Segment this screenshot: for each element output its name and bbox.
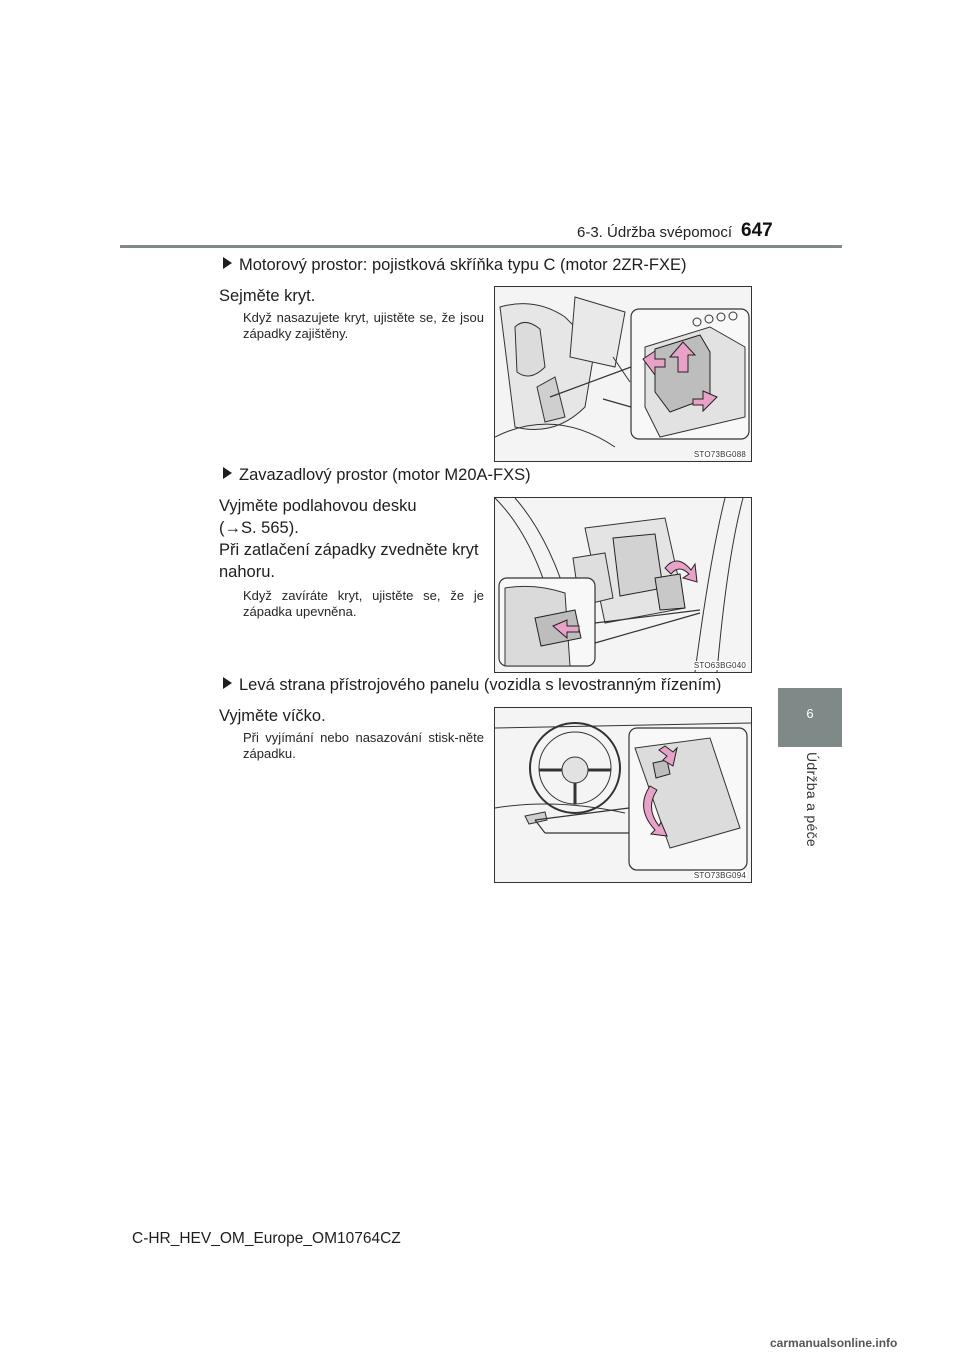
section-title: 6-3. Údržba svépomocí: [577, 224, 733, 241]
figure-code: STO73BG094: [693, 871, 746, 880]
heading-text: Motorový prostor: pojistková skříňka typu C (motor 2ZR-FXE): [239, 256, 687, 274]
page-number: 647: [741, 220, 773, 241]
figure-engine-fusebox: [494, 286, 752, 462]
engine-illustration: [495, 287, 751, 461]
step-line: Vyjměte podlahovou desku: [219, 497, 417, 515]
luggage-illustration: [495, 498, 751, 672]
section-heading-instrument-panel: [223, 676, 721, 695]
note-latches: Když nasazujete kryt, ujistěte se, že jsou západky zajištěny.: [243, 310, 484, 341]
instrument-panel-illustration: [495, 708, 751, 882]
figure-code: STO63BG040: [693, 661, 746, 670]
chapter-number: 6: [806, 706, 814, 721]
section-heading-luggage: [223, 466, 531, 485]
figure-code: STO73BG088: [693, 450, 746, 459]
note-press-latch: Při vyjímání nebo nasazování stisk-něte západku.: [243, 730, 484, 761]
triangle-bullet-icon: [223, 467, 232, 479]
header-rule: [120, 245, 842, 248]
section-heading-engine: [223, 256, 686, 275]
step-remove-lid: Vyjměte víčko.: [219, 707, 326, 725]
figure-luggage-fusebox: [494, 497, 752, 673]
triangle-bullet-icon: [223, 677, 232, 689]
chapter-tab: [778, 688, 842, 747]
watermark: carmanualsonline.info: [770, 1336, 898, 1350]
step-remove-cover: Sejměte kryt.: [219, 287, 316, 305]
chapter-label: Údržba a péče: [804, 752, 820, 847]
heading-text: Zavazadlový prostor (motor M20A-FXS): [239, 466, 531, 484]
step-line: nahoru.: [219, 563, 275, 581]
step-line: Při zatlačení západky zvedněte kryt: [219, 541, 479, 559]
document-id: C-HR_HEV_OM_Europe_OM10764CZ: [132, 1230, 401, 1247]
figure-instrument-panel-fusebox: [494, 707, 752, 883]
step-line-page-ref: (→S. 565).: [219, 519, 299, 537]
triangle-bullet-icon: [223, 257, 232, 269]
note-latch-secured: Když zavíráte kryt, ujistěte se, že je západka upevněna.: [243, 588, 484, 619]
heading-text: Levá strana přístrojového panelu (vozidla s levostranným řízením): [239, 676, 722, 694]
step-remove-floor-board: [219, 495, 479, 583]
